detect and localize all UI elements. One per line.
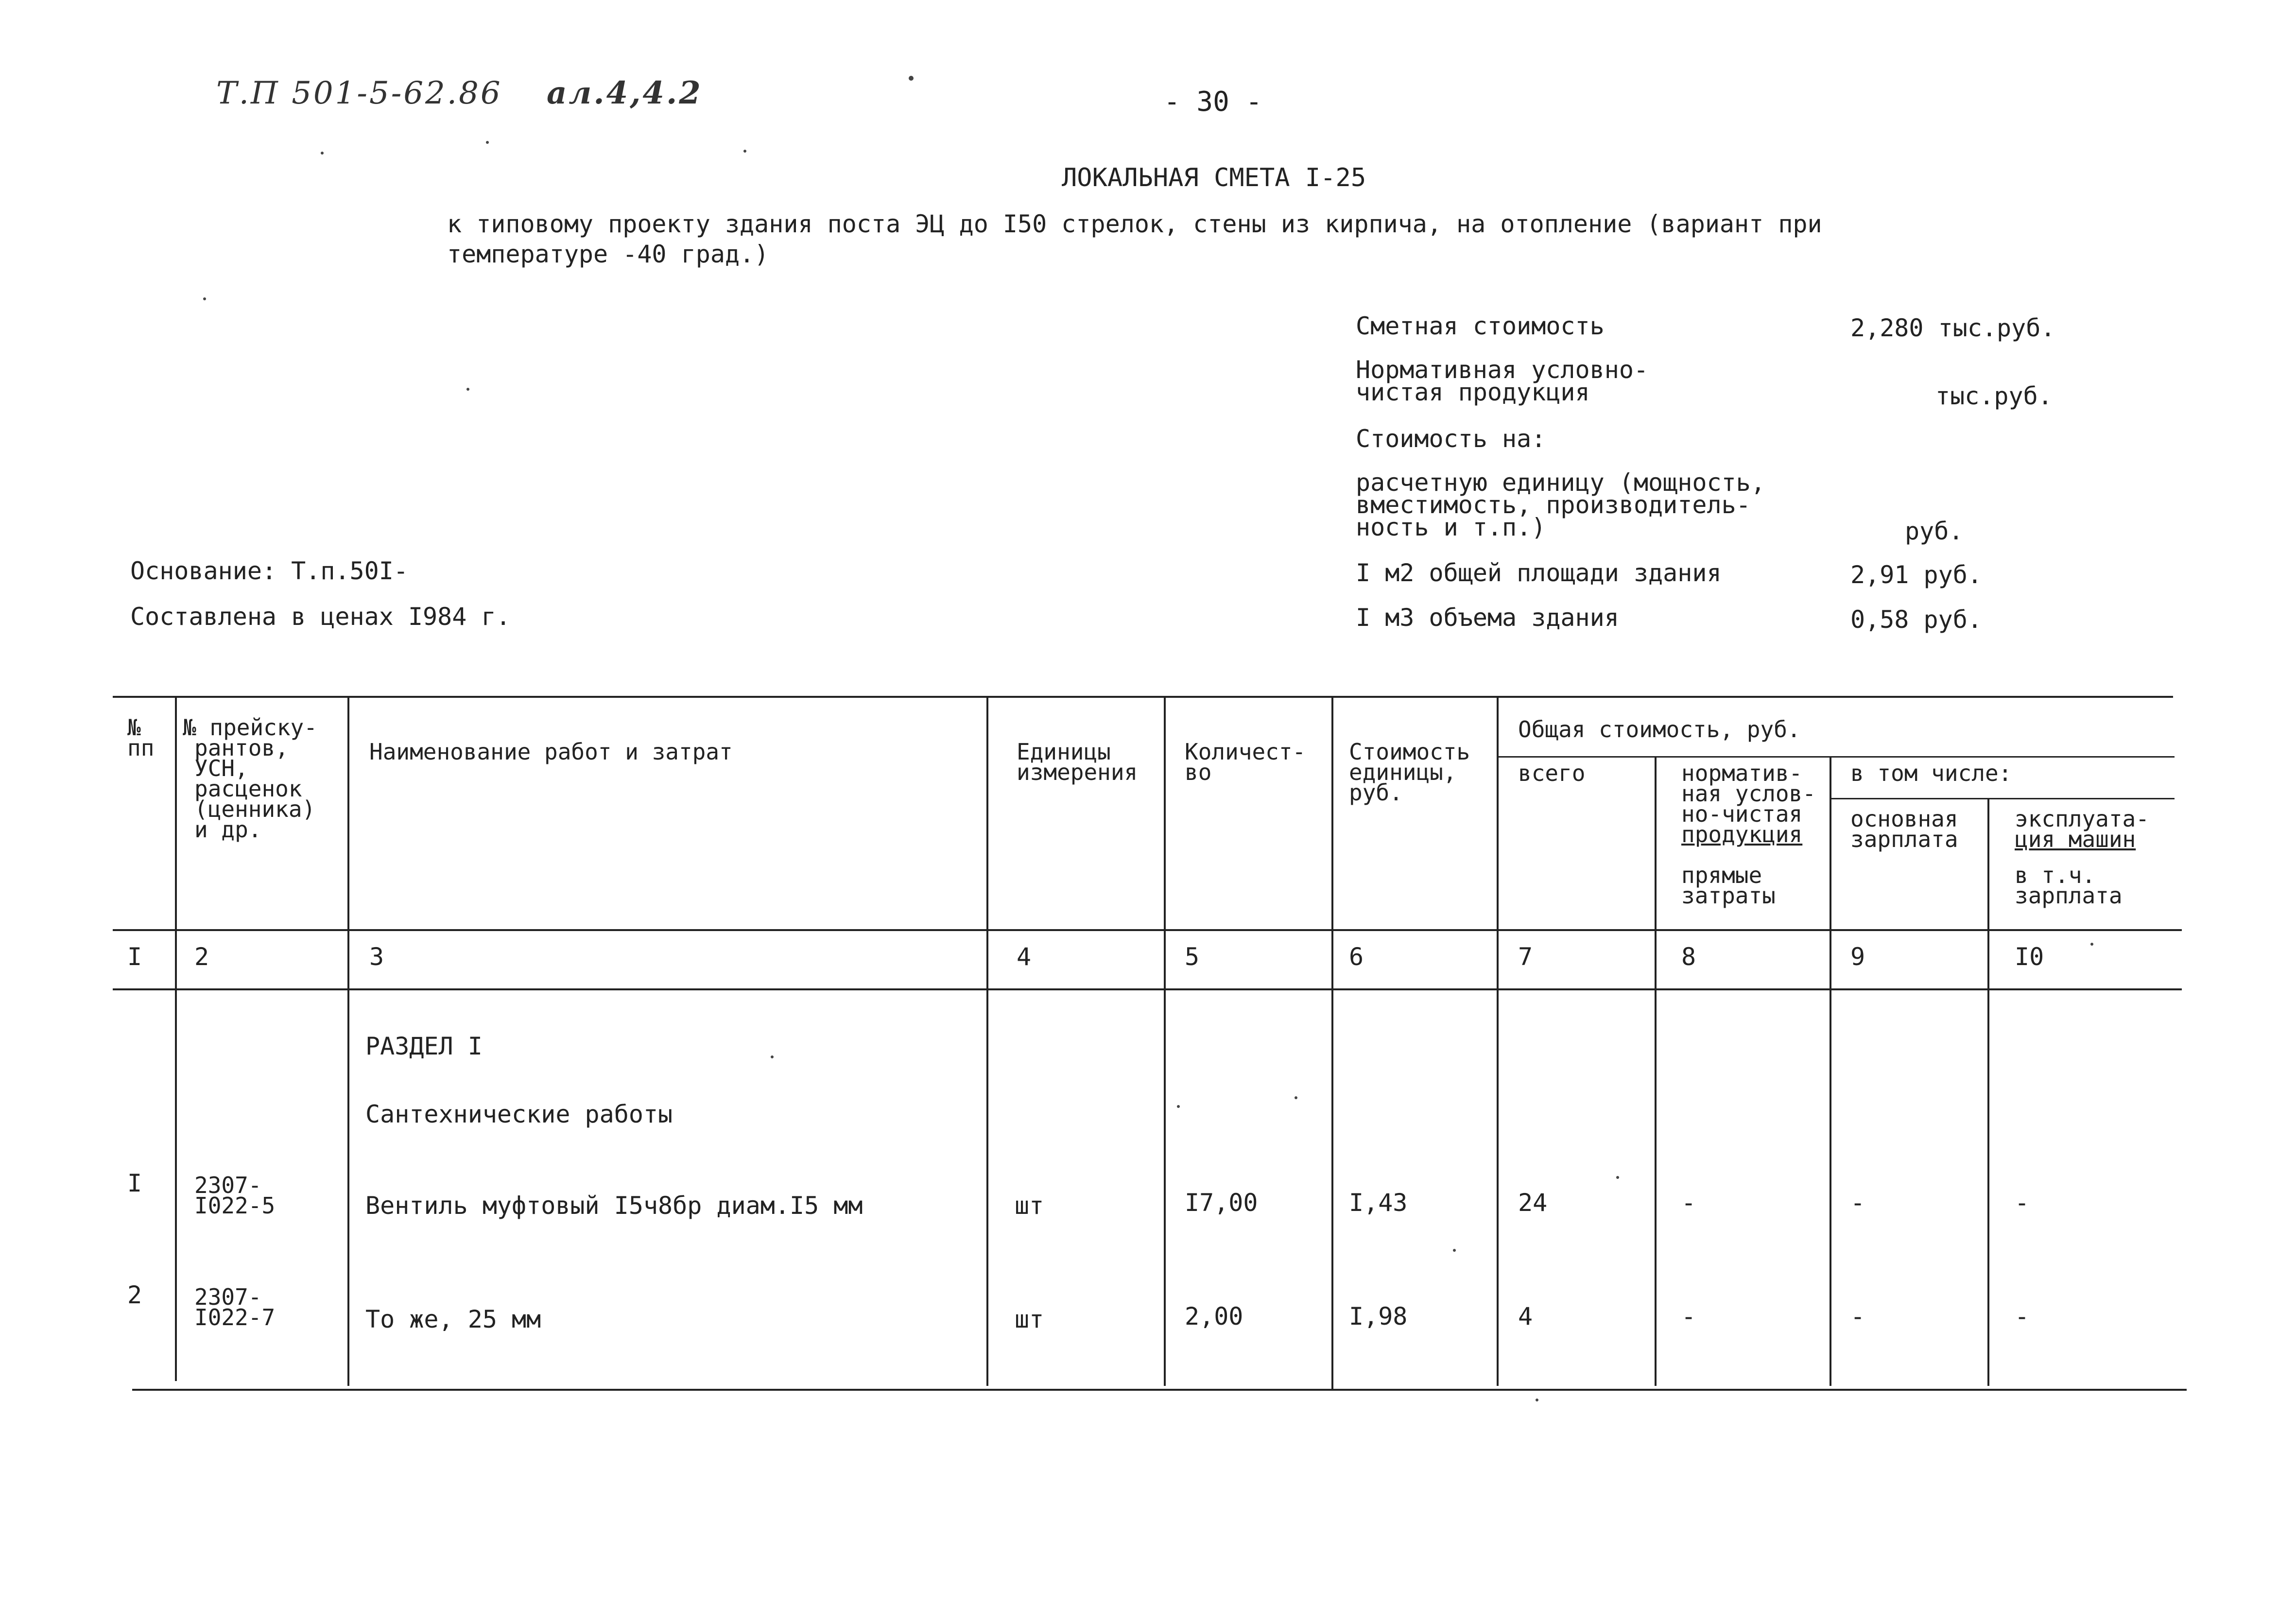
row-quantity: I7,00 (1185, 1189, 1258, 1217)
row-code-line2: I022-7 (194, 1304, 276, 1331)
col-divider-5 (1331, 696, 1333, 1389)
row-machines: - (2015, 1302, 2030, 1331)
header-col5-line2: во (1185, 759, 1212, 785)
scan-speck (1295, 1096, 1297, 1099)
column-number: I0 (2015, 943, 2044, 971)
header-col3: Наименование работ и затрат (369, 739, 733, 765)
row-code-line2: I022-5 (194, 1192, 276, 1219)
m3-cost-label: I м3 объема здания (1356, 604, 1619, 632)
scan-speck (486, 141, 489, 144)
col-divider-7 (1655, 756, 1657, 1386)
table-top-border (113, 696, 2173, 698)
basis-label: Основание: Т.п.50I- (130, 557, 408, 585)
scan-speck (909, 76, 914, 81)
header-col9-line1: основная (1850, 806, 1958, 832)
column-number: 9 (1850, 943, 1865, 971)
cost-on-label: Стоимость на: (1356, 425, 1546, 453)
col-divider-4 (1164, 696, 1166, 1386)
col-divider-8 (1830, 756, 1831, 1386)
header-col4-line1: Единицы (1017, 739, 1111, 765)
header-col2-line2: рантов, (194, 735, 289, 761)
header-col9-line2: зарплата (1850, 826, 1958, 852)
column-number: 4 (1017, 943, 1032, 971)
header-col8-line2: ная услов- (1681, 780, 1816, 807)
handwritten-album-note: ал.4,4.2 (547, 75, 703, 111)
column-number: 7 (1518, 943, 1533, 971)
header-col10-line3: в т.ч. (2015, 862, 2096, 888)
header-col8-line4: продукция (1681, 821, 1803, 847)
col-divider-9 (1987, 798, 1989, 1386)
prices-year-label: Составлена в ценах I984 г. (130, 603, 511, 631)
header-col4-line2: измерения (1017, 759, 1138, 785)
table-bottom-border (132, 1389, 2187, 1391)
row-base-salary: - (1850, 1302, 1865, 1331)
m2-cost-label: I м2 общей площади здания (1356, 559, 1722, 587)
header-col2-line4: расценок (194, 776, 302, 802)
scan-speck (1616, 1176, 1619, 1179)
header-col10-line4: зарплата (2015, 882, 2123, 909)
section-title: РАЗДЕЛ I (365, 1032, 483, 1060)
total-group-rule (1497, 756, 2175, 758)
scan-speck (321, 152, 324, 155)
header-col8-line6: затраты (1681, 882, 1776, 909)
header-total-group: Общая стоимость, руб. (1518, 716, 1801, 743)
document-subtitle-line1: к типовому проекту здания поста ЭЦ до I50 стрелок, стены из кирпича, на отопление (вариант при (447, 210, 1822, 238)
col-divider-3 (986, 696, 988, 1386)
document-subtitle-line2: температуре -40 град.) (447, 240, 769, 268)
col-divider-1 (175, 696, 177, 1381)
page-number: - 30 - (1164, 86, 1262, 118)
header-col2-line3: УСН, (194, 755, 248, 781)
header-col6-line2: единицы, (1349, 759, 1457, 785)
row-unit-price: I,98 (1349, 1302, 1408, 1331)
header-col2-line1: № прейску- (183, 714, 317, 741)
column-number: 2 (194, 943, 209, 971)
header-col8-line3: но-чистая (1681, 801, 1803, 827)
header-col6-line3: руб. (1349, 779, 1403, 806)
row-total: 24 (1518, 1189, 1548, 1217)
column-number: 8 (1681, 943, 1696, 971)
m2-cost-value: 2,91 руб. (1850, 561, 1982, 589)
header-col2-line5: (ценника) (194, 796, 316, 822)
header-col8-line1: норматив- (1681, 760, 1803, 786)
header-col10-line1: эксплуата- (2015, 806, 2149, 832)
header-bottom-border (113, 929, 2182, 931)
header-col7: всего (1518, 760, 1586, 786)
estimated-cost-label: Сметная стоимость (1356, 312, 1605, 340)
row-number: 2 (127, 1281, 142, 1309)
header-incl-group: в том числе: (1850, 760, 2012, 786)
column-numbers-bottom-border (113, 988, 2182, 990)
row-number: I (127, 1169, 142, 1197)
scan-speck (771, 1055, 774, 1058)
row-total: 4 (1518, 1302, 1533, 1331)
scan-speck (743, 150, 746, 153)
normative-production-label-2: чистая продукция (1356, 378, 1590, 406)
row-norm-production: - (1681, 1189, 1696, 1217)
header-col8-line5: прямые (1681, 862, 1762, 888)
header-col1-line1: № (127, 714, 141, 741)
column-number: 5 (1185, 943, 1200, 971)
incl-group-rule (1830, 798, 2175, 799)
unit-cost-value: руб. (1905, 517, 1964, 545)
header-col5-line1: Количест- (1185, 739, 1306, 765)
document-title: ЛОКАЛЬНАЯ СМЕТА I-25 (1062, 163, 1366, 192)
section-subtitle: Сантехнические работы (365, 1100, 673, 1128)
row-unit: шт (1015, 1305, 1044, 1333)
row-work-name: То же, 25 мм (365, 1305, 541, 1333)
row-base-salary: - (1850, 1189, 1865, 1217)
scan-speck (1536, 1399, 1538, 1401)
scan-speck (466, 388, 469, 391)
row-work-name: Вентиль муфтовый I5ч8бр диам.I5 мм (365, 1192, 863, 1220)
row-machines: - (2015, 1189, 2030, 1217)
column-number: 6 (1349, 943, 1364, 971)
header-col10-line2: ция машин (2015, 826, 2136, 852)
m3-cost-value: 0,58 руб. (1850, 605, 1982, 634)
handwritten-project-code: Т.П 501-5-62.86 (216, 75, 502, 111)
row-unit: шт (1015, 1192, 1044, 1220)
scan-speck (2090, 943, 2093, 946)
header-col2-line6: и др. (194, 816, 262, 843)
unit-cost-label-2: вместимость, производитель- (1356, 491, 1751, 519)
estimated-cost-value: 2,280 тыс.руб. (1850, 314, 2055, 342)
row-norm-production: - (1681, 1302, 1696, 1331)
row-unit-price: I,43 (1349, 1189, 1408, 1217)
col-divider-6 (1497, 696, 1499, 1386)
col-divider-2 (347, 696, 349, 1386)
normative-production-label-1: Нормативная условно- (1356, 356, 1649, 384)
normative-production-value: тыс.руб. (1935, 382, 2053, 410)
unit-cost-label-1: расчетную единицу (мощность, (1356, 468, 1765, 497)
row-code-line1: 2307- (194, 1172, 262, 1198)
column-number: 3 (369, 943, 384, 971)
header-col1-line2: пп (127, 735, 155, 761)
scan-speck (1177, 1105, 1180, 1108)
column-number: I (127, 943, 142, 971)
scan-speck (1453, 1249, 1456, 1252)
scan-speck (203, 297, 206, 300)
row-quantity: 2,00 (1185, 1302, 1243, 1331)
unit-cost-label-3: ность и т.п.) (1356, 513, 1546, 541)
header-col6-line1: Стоимость (1349, 739, 1470, 765)
row-code-line1: 2307- (194, 1284, 262, 1310)
